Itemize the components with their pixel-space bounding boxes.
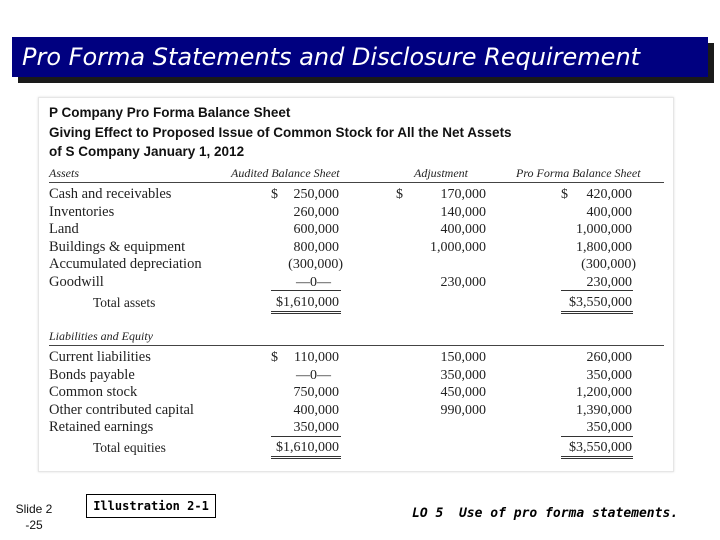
pro-forma-value: 1,200,000 <box>576 385 632 400</box>
double-rule <box>271 313 341 314</box>
table-row <box>39 349 673 366</box>
row-label: Common stock <box>49 384 138 400</box>
column-header-assets: Assets <box>49 166 79 180</box>
currency-symbol: $ <box>396 187 403 202</box>
double-rule <box>561 311 633 312</box>
row-label: Bonds payable <box>49 366 135 383</box>
table-row <box>39 367 673 384</box>
double-rule <box>561 456 633 457</box>
section-rule <box>49 345 664 346</box>
adjustment-value: 450,000 <box>440 385 486 400</box>
adjustment-value: 230,000 <box>440 274 486 290</box>
adjustment-value: 170,000 <box>440 187 486 202</box>
liabilities-heading: Liabilities and Equity <box>49 329 153 343</box>
table-row <box>39 402 673 419</box>
pro-forma-value: 260,000 <box>586 350 632 365</box>
subtotal-rule <box>271 436 341 437</box>
audited-value: 400,000 <box>293 402 339 418</box>
total-label: Total assets <box>93 295 156 310</box>
column-header-pro-forma: Pro Forma Balance Sheet <box>516 166 641 180</box>
row-label: Goodwill <box>49 273 104 290</box>
table-row <box>39 256 673 273</box>
double-rule <box>561 458 633 459</box>
pro-forma-total: $3,550,000 <box>569 295 632 310</box>
total-label: Total equities <box>93 440 166 455</box>
column-header-adjustment: Adjustment <box>414 166 468 180</box>
row-label: Accumulated depreciation <box>49 256 202 272</box>
currency-symbol: $ <box>271 350 278 365</box>
pro-forma-value: 1,390,000 <box>576 402 632 418</box>
currency-symbol: $ <box>561 187 568 202</box>
row-label: Other contributed capital <box>49 401 194 418</box>
audited-value: 110,000 <box>294 350 339 365</box>
audited-total: $1,610,000 <box>276 295 339 310</box>
audited-value: —0— <box>296 367 331 383</box>
audited-value: —0— <box>296 274 331 290</box>
pro-forma-value: 350,000 <box>586 420 632 435</box>
slide-page: -25 <box>25 518 43 532</box>
double-rule <box>271 456 341 457</box>
table-row <box>39 384 673 401</box>
table-row <box>39 221 673 238</box>
pro-forma-value: 420,000 <box>586 187 632 202</box>
subtotal-rule <box>271 290 341 291</box>
pro-forma-value: 1,800,000 <box>576 239 632 255</box>
audited-total: $1,610,000 <box>276 440 339 455</box>
column-header-audited: Audited Balance Sheet <box>231 166 340 180</box>
pro-forma-total: $3,550,000 <box>569 440 632 455</box>
table-row <box>39 274 673 291</box>
row-label: Cash and receivables <box>49 186 172 202</box>
total-row <box>39 294 673 311</box>
heading-line-2: Giving Effect to Proposed Issue of Common Stock for All the Net Assets <box>49 124 512 140</box>
pro-forma-value: 230,000 <box>586 274 632 290</box>
row-label: Current liabilities <box>49 349 151 365</box>
pro-forma-value: 1,000,000 <box>576 222 632 237</box>
subtotal-rule <box>561 436 633 437</box>
audited-value: (300,000) <box>288 257 343 272</box>
heading-line-3: of S Company January 1, 2012 <box>49 144 245 159</box>
table-row <box>39 239 673 256</box>
double-rule <box>271 458 341 459</box>
row-label: Land <box>49 221 79 237</box>
double-rule <box>271 311 341 312</box>
table-row <box>39 204 673 221</box>
adjustment-value: 350,000 <box>440 367 486 383</box>
total-row <box>39 439 673 456</box>
currency-symbol: $ <box>271 187 278 202</box>
pro-forma-value: 400,000 <box>586 204 632 220</box>
pro-forma-value: (300,000) <box>581 257 636 272</box>
audited-value: 600,000 <box>293 222 339 237</box>
adjustment-value: 140,000 <box>440 204 486 220</box>
audited-value: 350,000 <box>293 420 339 435</box>
row-label: Inventories <box>49 203 115 220</box>
adjustment-value: 1,000,000 <box>430 239 486 255</box>
slide-number <box>12 501 56 533</box>
row-label: Buildings & equipment <box>49 238 186 255</box>
row-label: Retained earnings <box>49 419 154 435</box>
pro-forma-value: 350,000 <box>586 367 632 383</box>
audited-value: 250,000 <box>293 187 339 202</box>
heading-line-1: P Company Pro Forma Balance Sheet <box>49 105 291 120</box>
slide-title: Pro Forma Statements and Disclosure Requirement <box>12 37 708 77</box>
balance-sheet-panel <box>38 97 674 472</box>
table-row <box>39 186 673 203</box>
statement-heading <box>49 103 512 162</box>
double-rule <box>561 313 633 314</box>
audited-value: 750,000 <box>293 385 339 400</box>
illustration-label: Illustration 2-1 <box>86 494 216 518</box>
table-row <box>39 419 673 436</box>
slide-label: Slide 2 <box>15 502 53 516</box>
adjustment-value: 400,000 <box>440 222 486 237</box>
adjustment-value: 150,000 <box>440 350 486 365</box>
learning-objective: LO 5 Use of pro forma statements. <box>412 506 679 521</box>
audited-value: 800,000 <box>293 239 339 255</box>
adjustment-value: 990,000 <box>440 402 486 418</box>
audited-value: 260,000 <box>293 204 339 220</box>
subtotal-rule <box>561 290 633 291</box>
header-rule <box>49 182 664 183</box>
